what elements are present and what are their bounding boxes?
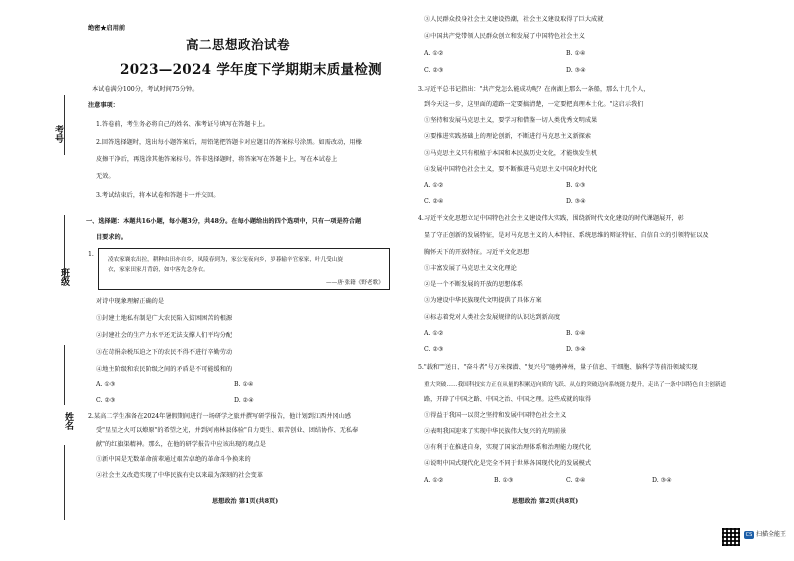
answer-choice: C. ②③ — [424, 346, 444, 353]
answer-choice: A. ①② — [424, 182, 444, 189]
option-line: ②是一个不断发展的开放的思想体系 — [424, 281, 523, 288]
answer-choice: A. ①③ — [96, 381, 116, 388]
section-heading: 一、选择题：本题共16小题，每小题3分，共48分。在每小题给出的四个选项中，只有一项是符合题 — [86, 218, 362, 225]
notice-line: 皮擦干净后，再选涂其他答案标号。答非选择题时，将答案写在答题卡上，写在本试卷上 — [96, 156, 338, 163]
answer-choice: D. ②④ — [234, 397, 254, 404]
section-heading-cont: 目要求的。 — [96, 234, 127, 241]
question-line: 胸怀天下的开放特征。习近平文化思想 — [424, 249, 530, 256]
answer-choice: D. ③④ — [652, 477, 672, 484]
option-line: ①丰富发展了马克思主义文化理论 — [424, 265, 517, 272]
notice-line: 1.答卷前，考生务必将自己的姓名、准考证号填写在答题卡上。 — [96, 121, 269, 128]
option-line: ④中国共产党带领人民群众创立和发展了中国特色社会主义 — [424, 33, 585, 40]
question-line: 路，开辟了中国之路、中国之治、中国之理。这些成就的取得 — [424, 396, 592, 403]
answer-choice: C. ②③ — [96, 397, 116, 404]
side-label-class: 班级 — [59, 268, 69, 286]
binding-line-low — [64, 345, 65, 405]
question-line: 5."载和""送日、"奋斗者"号万米探潜、"复兴号"驰骋神州，量子信息、干细胞、脑科学等前沿领域实现 — [418, 364, 698, 371]
secret-mark: 绝密★启用前 — [88, 25, 126, 32]
page-footer: 思想政治 第2页(共8页) — [512, 498, 579, 505]
notice-line: 无效。 — [96, 173, 115, 180]
exam-intro: 本试卷满分100分，考试时间75分钟。 — [92, 86, 199, 93]
answer-choice: A. ①② — [424, 477, 444, 484]
answer-choice: C. ②④ — [424, 198, 444, 205]
option-line: ①坚持和发展马克思主义，要学习和借鉴一切人类优秀文明成果 — [424, 117, 598, 124]
option-line: ③马克思主义只有根植于本国和本民族历史文化，才能焕发生机 — [424, 150, 598, 157]
question-line: 到今天这一步，这里面的道路一定要搞清楚，一定要把真理本土化。"这启示我们 — [424, 101, 644, 108]
option-line: ③在苛捐杂税压迫之下的农民不得不进行辛勤劳动 — [96, 349, 233, 356]
option-line: ②社会主义改造实现了中华民族有史以来最为深刻的社会变革 — [96, 472, 264, 479]
answer-choice: A. ①② — [424, 50, 444, 57]
option-line: ④说明中国式现代化是完全不同于世界各国现代化的发展模式 — [424, 460, 592, 467]
question-line: 4.习近平文化思想立足中国特色社会主义建设伟大实践，围绕新时代文化建设的时代课题展开，彰 — [418, 215, 684, 222]
page-title: 高二思想政治试卷 — [186, 37, 291, 52]
question-line: 3.习近平总书记指出："共产党怎么能成功呢？在南湖上那么一条船，那么十几个人， — [418, 86, 650, 93]
answer-choice: B. ①③ — [494, 477, 514, 484]
notice-line: 3.考试结束后，将本试卷和答题卡一并交回。 — [96, 192, 220, 199]
question-number: 1. — [88, 251, 94, 258]
page-footer: 思想政治 第1页(共8页) — [212, 498, 279, 505]
option-line: ②表明我国迎来了实现中华民族伟大复兴的光明前景 — [424, 428, 567, 435]
side-label-name: 姓名 — [63, 412, 73, 430]
option-line: ④标志着党对人类社会发展规律的认识达到新高度 — [424, 314, 561, 321]
answer-choice: B. ①③ — [566, 182, 586, 189]
notice-line: 2.回答选择题时，选出每小题答案后，用铅笔把答题卡对应题目的答案标号涂黑。如需改动，用橡 — [96, 139, 362, 146]
answer-choice: D. ③④ — [566, 198, 586, 205]
answer-choice: C. ②④ — [566, 477, 586, 484]
question-line: 献"的红旗渠精神。那么，在他的研学报告中应该出现的观点是 — [96, 441, 266, 448]
answer-choice: C. ②③ — [424, 67, 444, 74]
option-line: ①得益于我国一以贯之坚持和发展中国特色社会主义 — [424, 412, 567, 419]
scanner-label: 扫描全能王 — [756, 531, 787, 538]
option-line: ①新中国是无数革命前辈通过艰苦卓绝的革命斗争换来的 — [96, 456, 251, 463]
option-line: ③为建设中华民族现代文明提供了具体方案 — [424, 297, 542, 304]
option-line: ①封建土地私有制是广大农民陷入贫困困苦的根源 — [96, 315, 233, 322]
question-line: 受"星星之火可以燎原"的希望之光，并到河南林县体验"自力更生、艰苦创业、团结协作、无私奉 — [96, 427, 359, 434]
answer-choice: D. ③④ — [566, 346, 586, 353]
answer-choice: B. ①④ — [566, 50, 586, 57]
option-line: ③有利于在推进自身，实现了国家治理体系和治理能力现代化 — [424, 444, 592, 451]
question-line: 显了守正创新的发展特征，是对马克思主义的人本特征、系统思维的辩证特征、自信自立的引领特征以及 — [424, 232, 709, 239]
answer-choice: B. ①④ — [566, 330, 586, 337]
option-line: ②封建社会的生产力水平还无法支撑人们平均分配 — [96, 332, 233, 339]
quote-line: 凌农家襄农出拉，耕种由田亦自乡，凤陵春到为，家公宠夜向乡，岁暮输辛官家家，叶几受山旋 — [108, 257, 343, 263]
page-subtitle: 2023—2024 学年度下学期期末质量检测 — [120, 62, 382, 78]
question-line: 2.某高二学生准备在2024年暑假期间进行一场研学之旅并撰写研学报告，他计划到江西井冈山感 — [88, 413, 351, 420]
question-stem: 对诗中现象理解正确的是 — [96, 298, 165, 305]
binding-line-bottom — [64, 445, 65, 520]
question-line: 重大突破……我国科技实力正在从量的积累迈向质的飞跃、从点的突破迈向系统能力提升，走出了一条中国特色自主创新道 — [424, 382, 727, 388]
option-line: ③人民群众投身社会主义建设热潮，社会主义建设取得了巨大成就 — [424, 16, 604, 23]
option-line: ④发展中国特色社会主义，要不断推进马克思主义中国化时代化 — [424, 166, 598, 173]
option-line: ④地主阶级和农民阶级之间的矛盾是不可能缓和的 — [96, 366, 233, 373]
qr-code-icon — [722, 528, 740, 546]
answer-choice: B. ①④ — [234, 381, 254, 388]
side-label-exam-number: 考号 — [53, 125, 63, 143]
answer-choice: D. ③④ — [566, 67, 586, 74]
notice-heading: 注意事项： — [88, 102, 119, 109]
quote-line: 衣，家家田家月背蔚，如中客先念身衣。 — [108, 267, 209, 273]
answer-choice: A. ①② — [424, 330, 444, 337]
scanner-logo-icon: CS — [745, 532, 753, 538]
option-line: ②要推进实践基础上的理论创新，不断进行马克思主义新探索 — [424, 133, 592, 140]
quote-source: ——唐·张籍《野老歌》 — [326, 280, 384, 286]
